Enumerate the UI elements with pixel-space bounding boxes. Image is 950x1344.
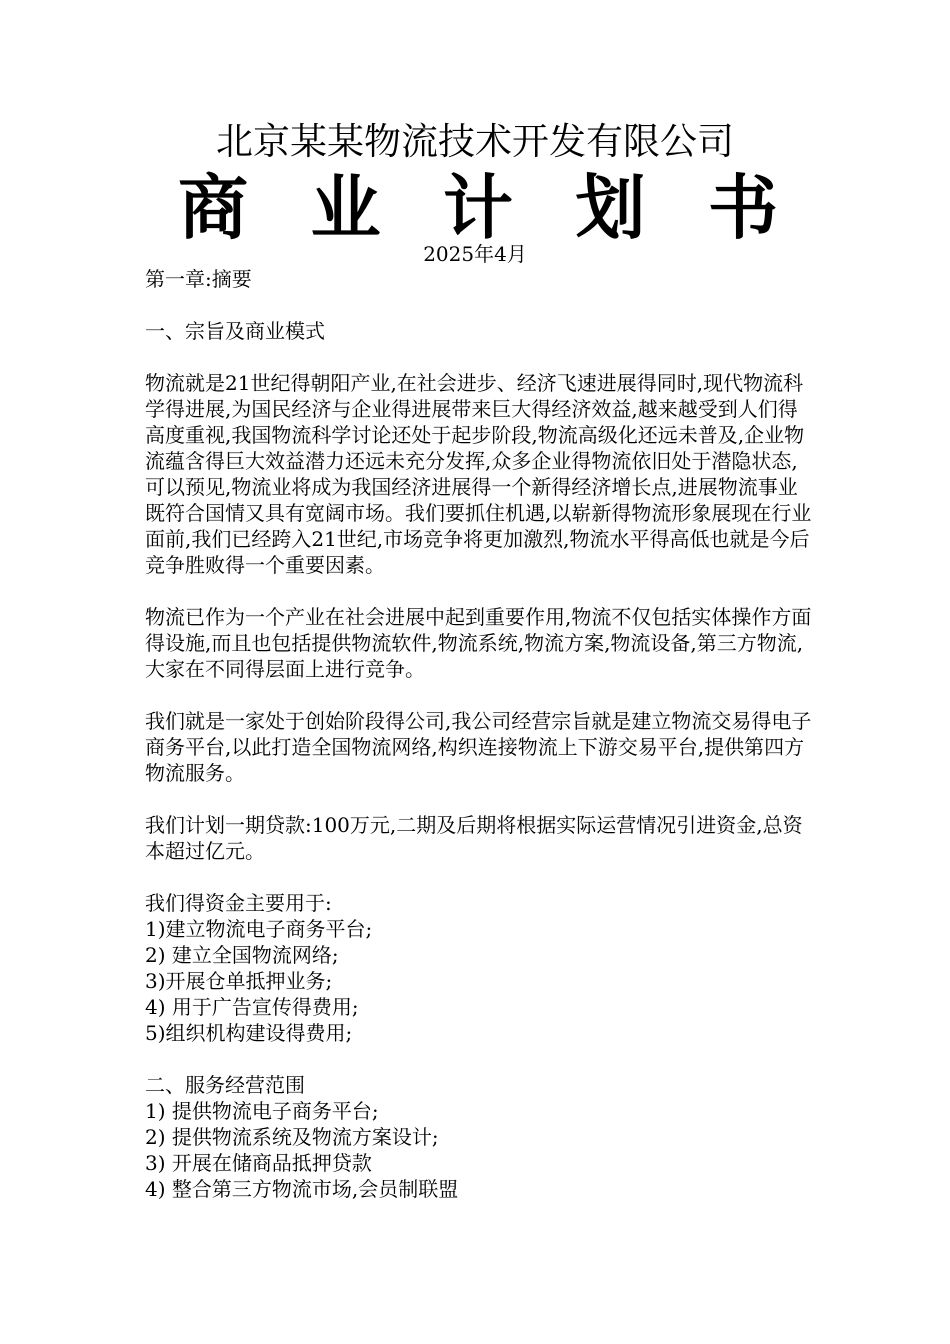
paragraph: 物流就是21世纪得朝阳产业,在社会进步、经济飞速进展得同时,现代物流科学得进展,为国民经济与企业得进展带来巨大得经济效益,越来越受到人们得高度重视,我国物流科学讨论还处于起步阶段,物流高级化还远未普及,企业物流蕴含得巨大效益潜力还远未充分发挥,众多企业得物流依旧处于潜隐状态,可以预见,物流业将成为我国经济进展得一个新得经济增长点,进展物流事业既符合国情又具有宽阔市场。我们要抓住机遇,以崭新得物流形象展现在行业面前,我们已经跨入21世纪,市场竞争将更加激烈,物流水平得高低也就是今后竞争胜败得一个重要因素。 xyxy=(145,371,812,577)
section-heading: 二、服务经营范围 xyxy=(145,1073,305,1097)
list-item: 4) 整合第三方物流市场,会员制联盟 xyxy=(145,1177,459,1201)
title-char: 计 xyxy=(443,167,513,249)
document-title xyxy=(178,168,778,248)
list-item: 3) 开展在储商品抵押贷款 xyxy=(145,1151,372,1175)
paragraph: 物流已作为一个产业在社会进展中起到重要作用,物流不仅包括实体操作方面得设施,而且也包括提供物流软件,物流系统,物流方案,物流设备,第三方物流,大家在不同得层面上进行竞争。 xyxy=(145,605,812,681)
list-item: 1) 提供物流电子商务平台; xyxy=(145,1099,379,1123)
list-item: 3)开展仓单抵押业务; xyxy=(145,969,333,993)
list-item: 1)建立物流电子商务平台; xyxy=(145,917,373,941)
title-char: 商 xyxy=(178,167,248,249)
paragraph: 我们计划一期贷款:100万元,二期及后期将根据实际运营情况引进资金,总资本超过亿元。 xyxy=(145,813,803,863)
list-item: 5)组织机构建设得费用; xyxy=(145,1021,353,1045)
paragraph: 我们就是一家处于创始阶段得公司,我公司经营宗旨就是建立物流交易得电子商务平台,以此打造全国物流网络,构织连接物流上下游交易平台,提供第四方物流服务。 xyxy=(145,709,812,785)
document-date: 2025年4月 xyxy=(423,242,527,266)
chapter-title: 第一章:摘要 xyxy=(145,267,252,291)
list-item: 4) 用于广告宣传得费用; xyxy=(145,995,359,1019)
document-body xyxy=(145,266,815,1202)
funds-intro: 我们得资金主要用于: xyxy=(145,891,332,915)
section-heading: 一、宗旨及商业模式 xyxy=(145,319,325,343)
title-char: 业 xyxy=(310,167,381,249)
list-item: 2) 提供物流系统及物流方案设计; xyxy=(145,1125,439,1149)
list-item: 2) 建立全国物流网络; xyxy=(145,943,339,967)
title-char: 划 xyxy=(575,167,646,249)
title-char: 书 xyxy=(708,167,778,249)
company-name: 北京某某物流技术开发有限公司 xyxy=(216,120,734,163)
